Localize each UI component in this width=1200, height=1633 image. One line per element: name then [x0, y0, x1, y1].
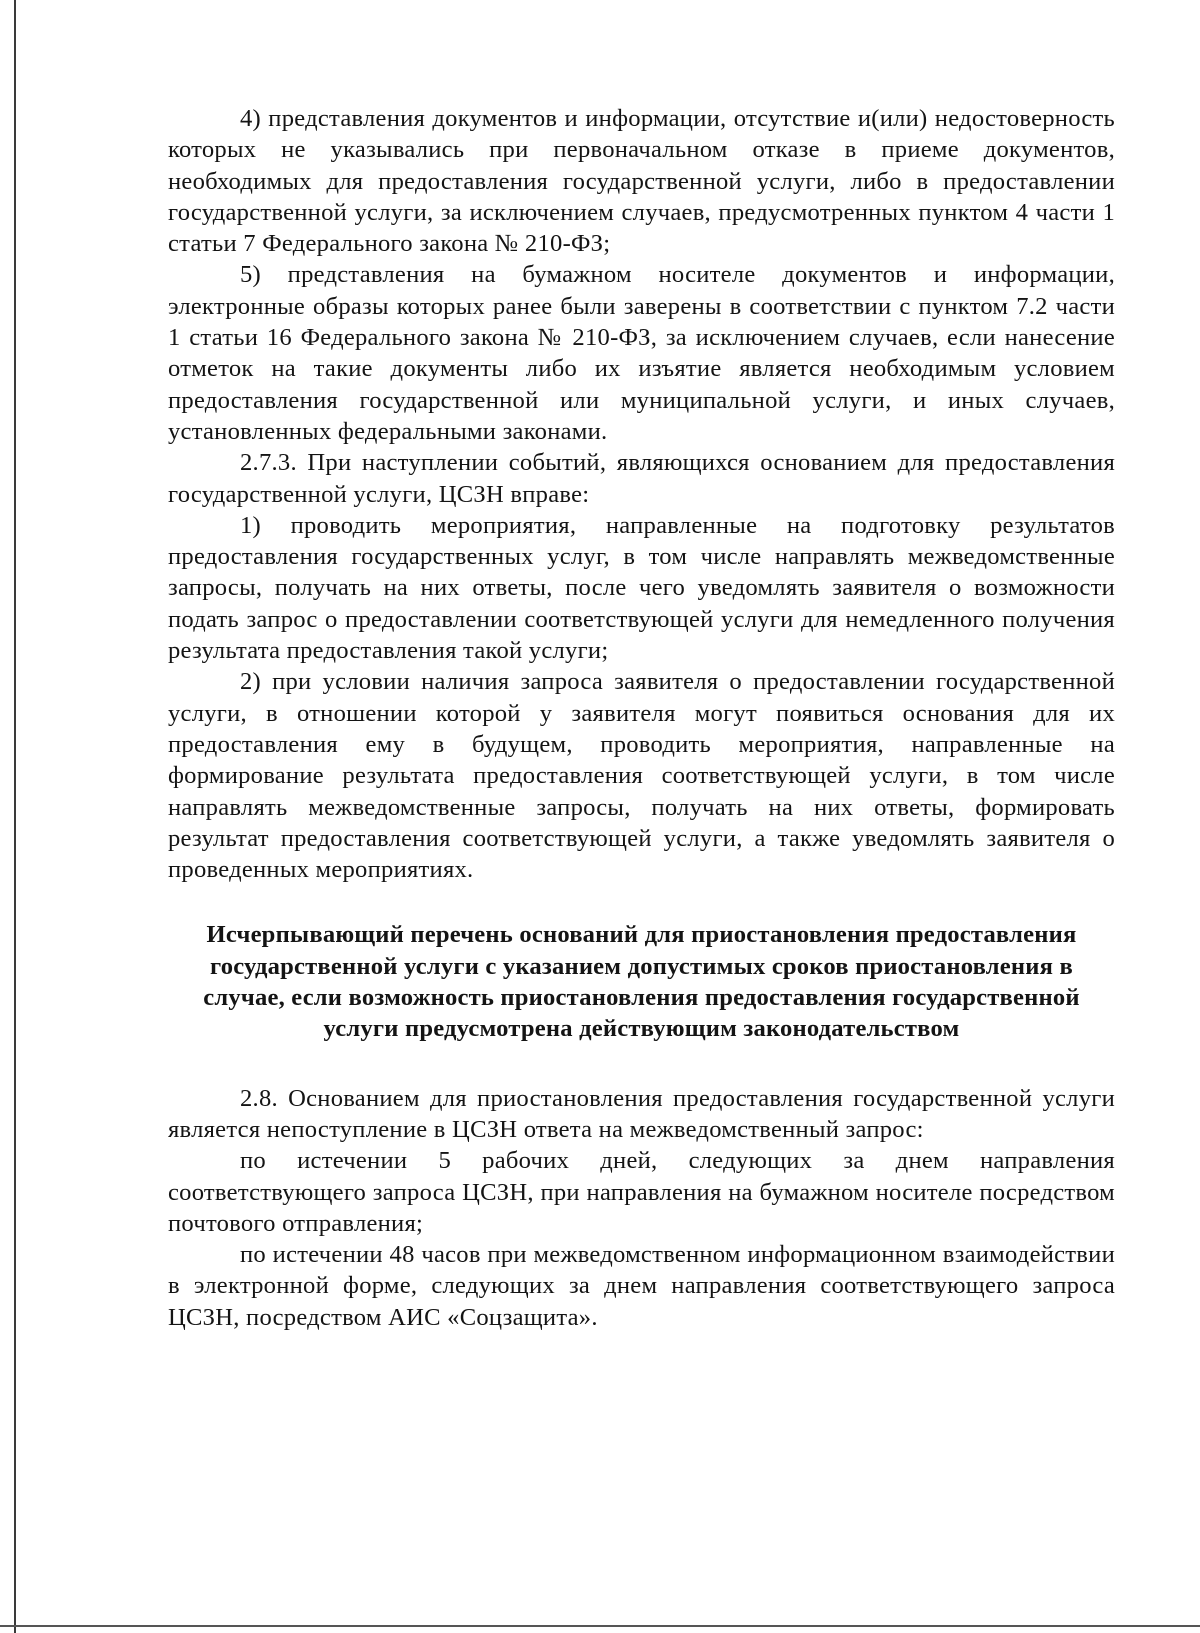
section-spacer: [168, 1045, 1115, 1083]
scan-border-bottom: [0, 1625, 1200, 1627]
document-page: [168, 103, 1115, 1333]
paragraph-term-48-hours: по истечении 48 часов при межведомственном информационном взаимодействии в электронной форме, следующих за днем направления соответствующего запроса ЦСЗН, посредством АИС «Соцзащита».: [168, 1241, 1115, 1331]
paragraph-right-2: 2) при условии наличия запроса заявителя о предоставлении государственной услуги, в отношении которой у заявителя могут появиться основания для их предоставления ему в будущем, проводить мероприятия, направленные на формирование результата предоставления соответствующей услуги, в том числе направлять межведомственные запросы, получать на них ответы, формировать результат предоставления соответствующей услуги, а также уведомлять заявителя о проведенных мероприятиях.: [168, 668, 1115, 884]
scan-border-left: [14, 0, 16, 1633]
paragraph-item-5: 5) представления на бумажном носителе документов и информации, электронные образы которых ранее были заверены в соответствии с пунктом 7.2 части 1 статьи 16 Федерального закона № 210-ФЗ, за исключением случаев, если нанесение отметок на такие документы либо их изъятие является необходимым условием предоставления государственной или муниципальной услуги, и иных случаев, установленных федеральными законами.: [168, 261, 1115, 445]
paragraph-2-8: 2.8. Основанием для приостановления предоставления государственной услуги является непоступление в ЦСЗН ответа на межведомственный запрос:: [168, 1084, 1115, 1143]
paragraph-right-1: 1) проводить мероприятия, направленные на подготовку результатов предоставления государственных услуг, в том числе направлять межведомственные запросы, получать на них ответы, после чего уведомлять заявителя о возможности подать запрос о предоставлении соответствующей услуги для немедленного получения результата предоставления такой услуги;: [168, 511, 1115, 665]
paragraph-item-4: 4) представления документов и информации, отсутствие и(или) недостоверность которых не указывались при первоначальном отказе в приеме документов, необходимых для предоставления государственной услуги, либо в предоставлении государственной услуги, за исключением случаев, предусмотренных пунктом 4 части 1 статьи 7 Федерального закона № 210-ФЗ;: [168, 105, 1115, 258]
paragraph-term-5-days: по истечении 5 рабочих дней, следующих за днем направления соответствующего запроса ЦСЗН, при направления на бумажном носителе посредством почтового отправления;: [168, 1147, 1115, 1237]
paragraph-2-7-3: 2.7.3. При наступлении событий, являющихся основанием для предоставления государственной услуги, ЦСЗН вправе:: [168, 449, 1115, 508]
section-heading: Исчерпывающий перечень оснований для приостановления предоставления государственной услуги с указанием допустимых сроков приостановления в случае, если возможность приостановления предоставления государственной услуги предусмотрена действующим законодательством: [203, 921, 1080, 1043]
